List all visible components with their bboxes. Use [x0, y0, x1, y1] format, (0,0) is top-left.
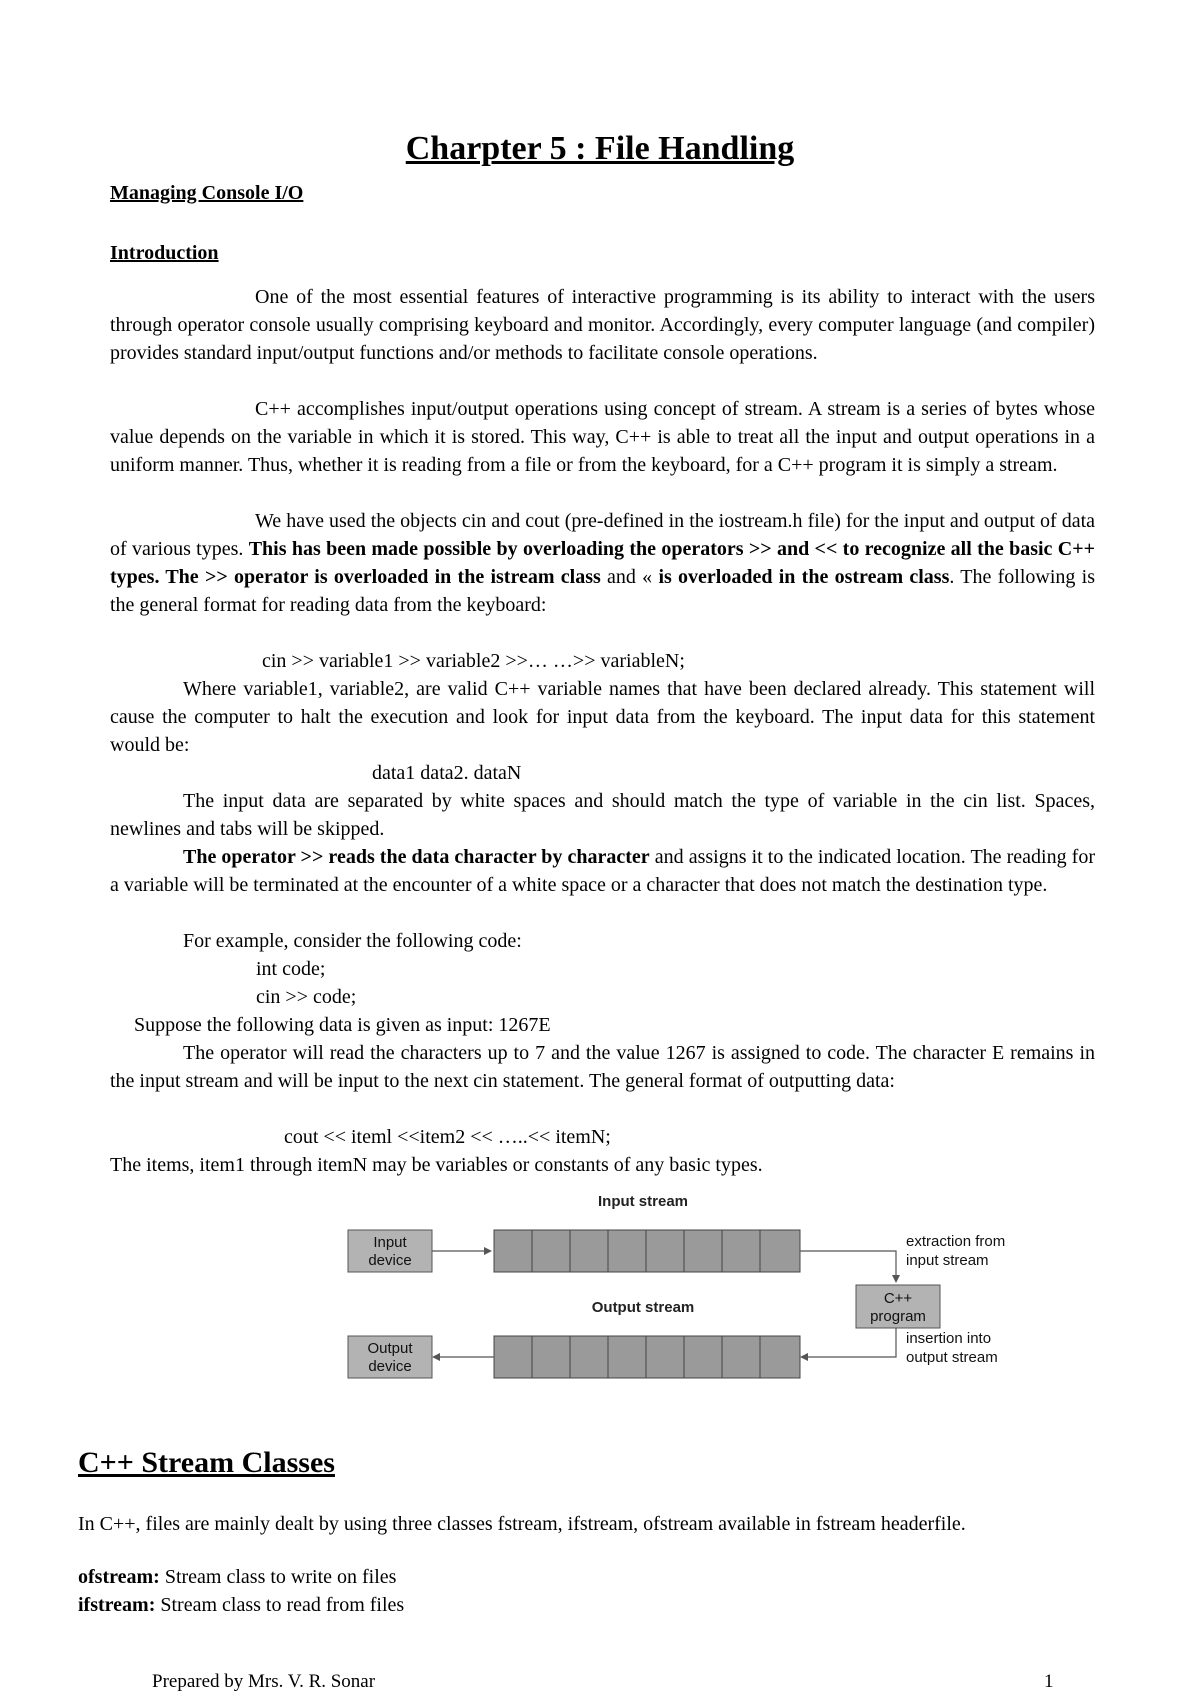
ofstream-term: ofstream:	[78, 1566, 160, 1588]
subtitle: Managing Console I/O	[110, 182, 304, 204]
para3-bold-1: This has been made possible by overloading the operators >> and << to recognize all the basic C++ types. The >> operator is overloaded in the istream class	[110, 538, 1095, 588]
para6-bold: The operator >> reads the data character by character	[183, 846, 650, 868]
extraction-label-2: input stream	[906, 1252, 989, 1269]
insertion-arrowhead	[800, 1353, 808, 1361]
para3-text-3: . The following is the general format for reading data from the keyboard:	[110, 566, 1096, 616]
output-stream-box	[494, 1336, 800, 1378]
input-device-label-1: Input	[373, 1234, 407, 1251]
paragraph-output: The operator will read the characters up to 7 and the value 1267 is assigned to code. The character E remains in the input stream and will be input to the next cin statement. The general format of outputting data:	[110, 1042, 1095, 1092]
footer-page-number: 1	[1044, 1671, 1054, 1692]
code-data: data1 data2. dataN	[372, 762, 522, 784]
paragraph-operator	[110, 843, 1095, 899]
para3-text-1: We have used the objects cin and cout (pre-defined in the iostream.h file) for the input and output of data of various types.	[110, 510, 1095, 560]
output-arrowhead	[432, 1353, 440, 1361]
paragraph-items: The items, item1 through itemN may be variables or constants of any basic types.	[110, 1154, 763, 1176]
input-stream-buffer	[494, 1230, 800, 1272]
extraction-arrowhead	[892, 1275, 900, 1283]
code-int: int code;	[256, 958, 326, 980]
code-cin: cin >> variable1 >> variable2 >>… …>> variableN;	[262, 650, 685, 672]
para3-bold-2: is overloaded in the ostream class	[658, 566, 950, 588]
footer-author: Prepared by Mrs. V. R. Sonar	[152, 1671, 376, 1692]
code-cin-code: cin >> code;	[256, 986, 357, 1008]
output-stream-buffer	[494, 1336, 800, 1378]
para3-text-2: and «	[600, 566, 659, 588]
input-stream-box	[494, 1230, 800, 1272]
cpp-program-label-2: program	[870, 1308, 926, 1325]
example-intro: For example, consider the following code:	[183, 930, 522, 952]
ifstream-term: ifstream:	[78, 1594, 156, 1616]
suppose-line: Suppose the following data is given as input: 1267E	[134, 1014, 551, 1036]
output-device-label-2: device	[368, 1358, 412, 1375]
paragraph-objects	[110, 507, 1095, 619]
insertion-label-2: output stream	[906, 1349, 998, 1366]
paragraph-separated: The input data are separated by white spaces and should match the type of variable in the cin list. Spaces, newlines and tabs will be skipped.	[110, 790, 1095, 840]
code-cout: cout << iteml <<item2 << …..<< itemN;	[284, 1126, 611, 1148]
output-device-label-1: Output	[367, 1340, 413, 1357]
input-device-label-2: device	[368, 1252, 412, 1269]
paragraph-stream: C++ accomplishes input/output operations using concept of stream. A stream is a series of bytes whose value depends on the variable in which it is stored. This way, C++ is able to treat all the input and output operations in a uniform manner. Thus, whether it is reading from a file or from the keyboard, for a C++ program it is simply a stream.	[110, 398, 1095, 476]
ifstream-definition	[78, 1591, 404, 1619]
paragraph-where: Where variable1, variable2, are valid C++ variable names that have been declared already. This statement will cause the computer to halt the execution and look for input data from the keyboard. The input data for this statement would be:	[110, 678, 1095, 756]
cpp-program-label-1: C++	[883, 1290, 913, 1307]
intro-heading: Introduction	[110, 242, 219, 264]
ofstream-desc: Stream class to write on files	[159, 1566, 397, 1588]
page-title: Charpter 5 : File Handling	[405, 130, 795, 167]
paragraph-intro: One of the most essential features of interactive programming is its ability to interact with the users through operator console usually comprising keyboard and monitor. Accordingly, every computer language (and compiler) provides standard input/output functions and/or methods to facilitate console operations.	[110, 286, 1095, 364]
output-stream-label: Output stream	[591, 1299, 695, 1316]
stream-diagram	[0, 1185, 1200, 1385]
para6-text: and assigns it to the indicated location. The reading for a variable will be terminated at the encounter of a white space or a character that does not match the destination type.	[110, 846, 1095, 896]
section-paragraph: In C++, files are mainly dealt by using three classes fstream, ifstream, ofstream available in fstream headerfile.	[78, 1513, 966, 1535]
extraction-arrow	[800, 1251, 896, 1277]
input-stream-label: Input stream	[597, 1193, 689, 1210]
insertion-label-1: insertion into	[906, 1330, 992, 1347]
section-heading: C++ Stream Classes	[78, 1446, 335, 1479]
insertion-arrow	[806, 1328, 896, 1357]
input-arrowhead	[484, 1247, 492, 1255]
ofstream-definition	[78, 1563, 396, 1591]
extraction-label-1: extraction from	[906, 1233, 1006, 1250]
ifstream-desc: Stream class to read from files	[155, 1594, 405, 1616]
